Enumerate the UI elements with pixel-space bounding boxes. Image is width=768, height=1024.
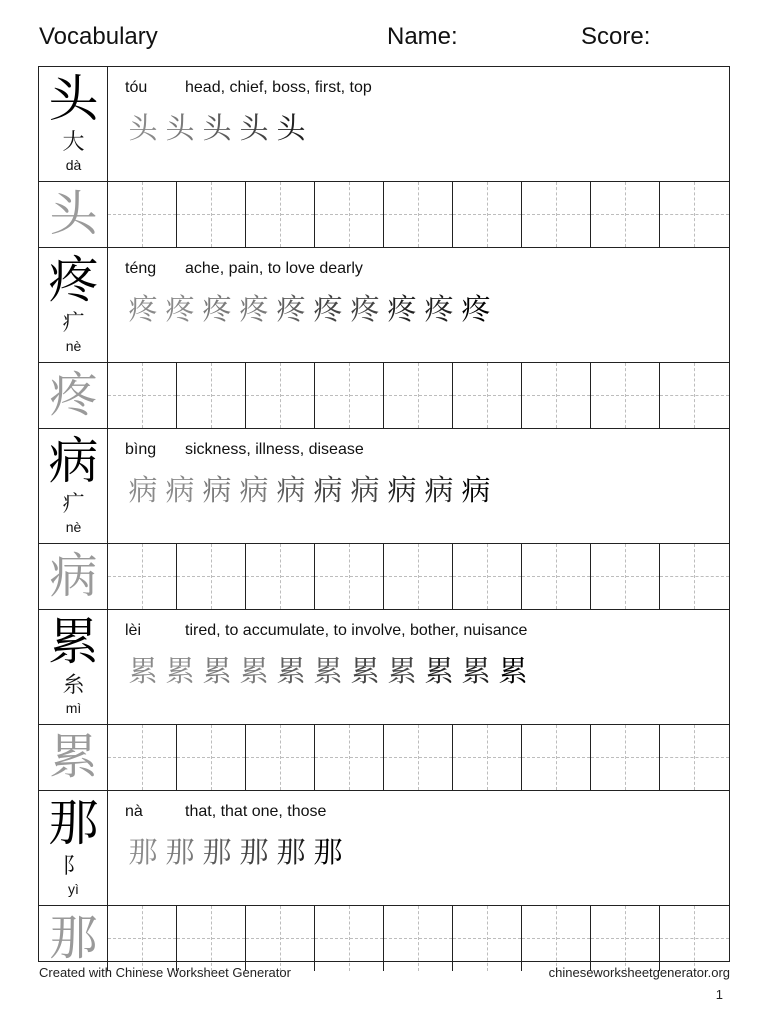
writing-cell[interactable] [315, 363, 384, 428]
writing-cell[interactable] [246, 725, 315, 790]
writing-cell[interactable] [108, 363, 177, 428]
practice-char: 累 [387, 654, 418, 688]
writing-cell[interactable] [522, 544, 591, 609]
name-label: Name: [387, 23, 458, 50]
char-column [39, 248, 108, 362]
score-label: Score: [581, 23, 651, 50]
radical-pinyin: nè [65, 338, 82, 354]
practice-char: 疼 [276, 292, 307, 326]
page-header [0, 0, 768, 66]
trace-column [39, 182, 108, 247]
main-character: 累 [48, 613, 99, 671]
radical: 疒 [62, 492, 85, 517]
writing-cell[interactable] [591, 363, 660, 428]
writing-cell[interactable] [177, 906, 246, 971]
practice-char: 累 [498, 654, 529, 688]
char-column [39, 791, 108, 905]
worksheet-table [38, 66, 730, 966]
practice-char: 病 [461, 473, 492, 507]
writing-cell[interactable] [660, 544, 729, 609]
entry-info-row [39, 248, 729, 362]
pinyin: téng [125, 260, 157, 277]
writing-grid-row [39, 905, 729, 971]
writing-cell[interactable] [246, 182, 315, 247]
practice-char: 头 [202, 111, 233, 145]
practice-char: 疼 [461, 292, 492, 326]
radical-pinyin: yì [68, 881, 79, 897]
writing-cell[interactable] [660, 906, 729, 971]
writing-cell[interactable] [591, 544, 660, 609]
main-character: 那 [48, 794, 99, 852]
meaning: sickness, illness, disease [185, 441, 364, 458]
writing-cell[interactable] [108, 182, 177, 247]
writing-cell[interactable] [384, 363, 453, 428]
entry-info-row [39, 429, 729, 543]
writing-cell[interactable] [591, 182, 660, 247]
writing-cell[interactable] [384, 906, 453, 971]
practice-char: 头 [128, 111, 159, 145]
stroke-practice-row [125, 654, 532, 688]
writing-cell[interactable] [591, 906, 660, 971]
char-column [39, 610, 108, 724]
pinyin: bìng [125, 441, 157, 458]
vocab-entry [39, 791, 729, 971]
writing-cell[interactable] [246, 906, 315, 971]
stroke-practice-row [125, 292, 495, 326]
writing-cell[interactable] [660, 363, 729, 428]
writing-grid-row [39, 543, 729, 609]
trace-character: 累 [49, 729, 98, 785]
practice-char: 病 [165, 473, 196, 507]
practice-char: 累 [276, 654, 307, 688]
writing-cells [108, 725, 729, 790]
radical-pinyin: mì [65, 700, 82, 716]
trace-column [39, 725, 108, 790]
stroke-practice-row [125, 111, 310, 145]
writing-cell[interactable] [315, 725, 384, 790]
practice-char: 疼 [202, 292, 233, 326]
meaning: tired, to accumulate, to involve, bother, nuisance [185, 622, 528, 639]
definition-line [125, 260, 363, 278]
writing-cell[interactable] [453, 906, 522, 971]
page-number: 1 [715, 987, 723, 1002]
trace-column [39, 906, 108, 971]
writing-cells [108, 363, 729, 428]
main-character: 头 [48, 70, 99, 128]
writing-cell[interactable] [591, 725, 660, 790]
char-column [39, 67, 108, 181]
practice-char: 那 [165, 835, 196, 869]
pinyin: nà [125, 803, 143, 820]
practice-char: 病 [313, 473, 344, 507]
stroke-practice-row [125, 473, 495, 507]
footer-site: chineseworksheetgenerator.org [548, 965, 730, 980]
vocab-entry [39, 610, 729, 791]
definition-line [125, 622, 527, 640]
writing-cell[interactable] [177, 363, 246, 428]
practice-char: 累 [313, 654, 344, 688]
writing-cell[interactable] [315, 182, 384, 247]
trace-column [39, 544, 108, 609]
main-character: 疼 [48, 251, 99, 309]
vocab-entry [39, 67, 729, 248]
pinyin: tóu [125, 79, 148, 96]
practice-char: 疼 [350, 292, 381, 326]
practice-char: 累 [128, 654, 159, 688]
trace-character: 头 [49, 186, 98, 242]
trace-character: 病 [49, 548, 98, 604]
writing-cell[interactable] [246, 363, 315, 428]
practice-char: 那 [239, 835, 270, 869]
radical: 大 [62, 130, 85, 155]
writing-cells [108, 182, 729, 247]
practice-char: 累 [239, 654, 270, 688]
writing-cells [108, 544, 729, 609]
practice-char: 病 [387, 473, 418, 507]
practice-char: 病 [276, 473, 307, 507]
vocab-entry [39, 248, 729, 429]
entry-info-row [39, 791, 729, 905]
practice-char: 累 [202, 654, 233, 688]
writing-cell[interactable] [660, 182, 729, 247]
practice-char: 疼 [387, 292, 418, 326]
practice-char: 累 [424, 654, 455, 688]
writing-cell[interactable] [522, 906, 591, 971]
vocab-entry [39, 429, 729, 610]
writing-grid-row [39, 362, 729, 428]
practice-char: 头 [239, 111, 270, 145]
practice-char: 疼 [424, 292, 455, 326]
writing-cell[interactable] [660, 725, 729, 790]
writing-cell[interactable] [453, 725, 522, 790]
practice-char: 累 [350, 654, 381, 688]
writing-cell[interactable] [108, 906, 177, 971]
entry-info-row [39, 610, 729, 724]
stroke-practice-row [125, 835, 347, 869]
writing-cell[interactable] [384, 725, 453, 790]
definition-line [125, 441, 364, 459]
trace-character: 疼 [49, 367, 98, 423]
practice-char: 累 [461, 654, 492, 688]
practice-char: 病 [128, 473, 159, 507]
practice-char: 那 [128, 835, 159, 869]
writing-cell[interactable] [384, 182, 453, 247]
writing-cell[interactable] [246, 544, 315, 609]
footer-credit: Created with Chinese Worksheet Generator [39, 965, 291, 980]
radical-pinyin: dà [65, 157, 82, 173]
trace-column [39, 363, 108, 428]
writing-cell[interactable] [177, 182, 246, 247]
practice-char: 病 [202, 473, 233, 507]
practice-char: 那 [276, 835, 307, 869]
practice-char: 病 [424, 473, 455, 507]
practice-char: 那 [313, 835, 344, 869]
entry-info-row [39, 67, 729, 181]
radical: 疒 [62, 311, 85, 336]
radical: 阝 [62, 854, 85, 879]
char-column [39, 429, 108, 543]
writing-cell[interactable] [177, 544, 246, 609]
practice-char: 头 [276, 111, 307, 145]
meaning: that, that one, those [185, 803, 327, 820]
practice-char: 疼 [239, 292, 270, 326]
radical-pinyin: nè [65, 519, 82, 535]
writing-cell[interactable] [315, 906, 384, 971]
radical: 糸 [62, 673, 85, 698]
definition-line [125, 79, 372, 97]
pinyin: lèi [125, 622, 142, 639]
trace-character: 那 [49, 910, 98, 966]
writing-cell[interactable] [453, 363, 522, 428]
practice-char: 疼 [313, 292, 344, 326]
writing-cell[interactable] [177, 725, 246, 790]
practice-char: 疼 [128, 292, 159, 326]
practice-char: 疼 [165, 292, 196, 326]
writing-cell[interactable] [453, 182, 522, 247]
practice-char: 头 [165, 111, 196, 145]
main-character: 病 [48, 432, 99, 490]
writing-cell[interactable] [453, 544, 522, 609]
writing-grid-row [39, 181, 729, 247]
writing-cell[interactable] [108, 544, 177, 609]
definition-line [125, 803, 326, 821]
writing-grid-row [39, 724, 729, 790]
practice-char: 病 [239, 473, 270, 507]
writing-cell[interactable] [522, 182, 591, 247]
writing-cell[interactable] [384, 544, 453, 609]
practice-char: 累 [165, 654, 196, 688]
writing-cell[interactable] [522, 363, 591, 428]
writing-cell[interactable] [108, 725, 177, 790]
practice-char: 那 [202, 835, 233, 869]
writing-cell[interactable] [522, 725, 591, 790]
meaning: ache, pain, to love dearly [185, 260, 363, 277]
meaning: head, chief, boss, first, top [185, 79, 372, 96]
vocabulary-title: Vocabulary [39, 23, 158, 50]
practice-char: 病 [350, 473, 381, 507]
writing-cell[interactable] [315, 544, 384, 609]
writing-cells [108, 906, 729, 971]
